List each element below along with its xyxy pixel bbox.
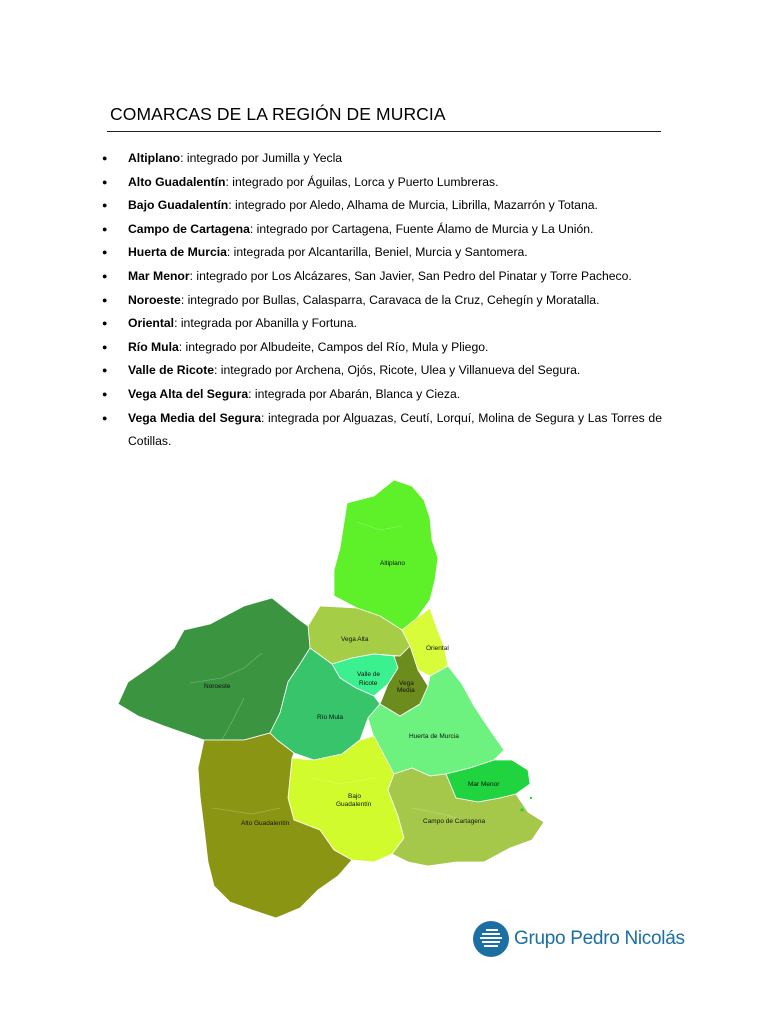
- title-underline: [107, 131, 661, 132]
- map-label-valle-ricote-1: Valle de: [357, 671, 381, 678]
- comarca-description: : integrado por Los Alcázares, San Javier, San Pedro del Pinatar y Torre Pacheco.: [189, 268, 632, 283]
- map-label-campo: Campo de Cartagena: [423, 818, 486, 825]
- list-item: [102, 171, 662, 195]
- comarca-description: : integrado por Archena, Ojós, Ricote, Ulea y Villanueva del Segura.: [214, 363, 581, 378]
- map-label-vega-media-1: Vega: [399, 680, 414, 687]
- comarcas-list: [102, 147, 662, 454]
- map-label-mar-menor: Mar Menor: [468, 781, 500, 788]
- bullet-icon: ●: [102, 247, 108, 258]
- map-label-altiplano: Altiplano: [380, 560, 405, 567]
- map-label-rio-mula: Río Mula: [317, 714, 344, 721]
- map-label-huerta: Huerta de Murcia: [409, 733, 459, 740]
- list-item: [102, 407, 662, 454]
- bullet-icon: ●: [102, 388, 108, 399]
- bullet-icon: ●: [102, 412, 108, 423]
- list-item: [102, 241, 662, 265]
- comarca-name: Huerta de Murcia: [128, 245, 227, 260]
- bullet-icon: ●: [102, 270, 108, 281]
- comarca-description: : integrado por Bullas, Calasparra, Caravaca de la Cruz, Cehegín y Moratalla.: [180, 292, 600, 307]
- list-item: [102, 336, 662, 360]
- map-label-alto: Alto Guadalentín: [241, 820, 290, 827]
- logo-mark-icon: [472, 920, 510, 958]
- company-logo: [472, 920, 685, 960]
- comarca-description: : integrado por Cartagena, Fuente Álamo de Murcia y La Unión.: [249, 221, 594, 236]
- bullet-icon: ●: [102, 318, 108, 329]
- comarca-name: Noroeste: [128, 292, 181, 307]
- region-map: [112, 478, 554, 918]
- comarca-name: Altiplano: [128, 151, 181, 165]
- comarca-name: Oriental: [128, 316, 175, 331]
- list-item: [102, 383, 662, 407]
- comarca-name: Bajo Guadalentín: [128, 198, 229, 213]
- comarca-description: : integrado por Jumilla y Yecla: [180, 151, 343, 165]
- bullet-icon: ●: [102, 200, 108, 211]
- list-item: [102, 265, 662, 289]
- document-title: COMARCAS DE LA REGIÓN DE MURCIA: [110, 104, 446, 124]
- bullet-icon: ●: [102, 294, 108, 305]
- map-label-bajo-2: Guadalentín: [336, 801, 372, 808]
- comarca-name: Vega Alta del Segura: [128, 386, 249, 401]
- comarca-name: Río Mula: [128, 339, 179, 354]
- list-item: [102, 312, 662, 336]
- list-item: [102, 147, 662, 171]
- list-item: [102, 359, 662, 383]
- bullet-icon: ●: [102, 153, 108, 163]
- list-item: [102, 289, 662, 313]
- logo-text: Grupo Pedro Nicolás: [514, 928, 685, 949]
- comarca-description: : integrado por Aledo, Alhama de Murcia, Librilla, Mazarrón y Totana.: [228, 198, 598, 213]
- comarca-name: Valle de Ricote: [128, 363, 215, 378]
- comarca-name: Campo de Cartagena: [128, 221, 250, 236]
- comarca-description: : integrada por Alcantarilla, Beniel, Murcia y Santomera.: [226, 245, 528, 260]
- bullet-icon: ●: [102, 341, 108, 352]
- comarca-name: Mar Menor: [128, 268, 190, 283]
- bullet-icon: ●: [102, 176, 108, 187]
- map-label-vega-alta: Vega Alta: [341, 636, 369, 643]
- comarca-description: : integrado por Águilas, Lorca y Puerto Lumbreras.: [225, 174, 499, 189]
- comarca-name: Vega Media del Segura: [128, 410, 261, 425]
- region-map-svg: [112, 478, 554, 918]
- bullet-icon: ●: [102, 223, 108, 234]
- comarca-description: : integrada por Alguazas, Ceutí, Lorquí, Molina de Segura y Las Torres de Cotillas.: [128, 410, 662, 449]
- bullet-icon: ●: [102, 365, 108, 376]
- list-item: [102, 194, 662, 218]
- map-label-oriental: Oriental: [426, 645, 449, 652]
- map-label-bajo-1: Bajo: [348, 793, 362, 800]
- comarca-description: : integrada por Abarán, Blanca y Cieza.: [248, 386, 461, 401]
- map-label-vega-media-2: Media: [397, 687, 415, 694]
- map-label-valle-ricote-2: Ricote: [359, 680, 378, 687]
- comarca-name: Alto Guadalentín: [128, 174, 226, 189]
- map-label-noroeste: Noroeste: [204, 683, 231, 690]
- comarca-description: : integrado por Albudeite, Campos del Río, Mula y Pliego.: [178, 339, 489, 354]
- list-item: [102, 218, 662, 242]
- comarca-description: : integrada por Abanilla y Fortuna.: [174, 316, 357, 331]
